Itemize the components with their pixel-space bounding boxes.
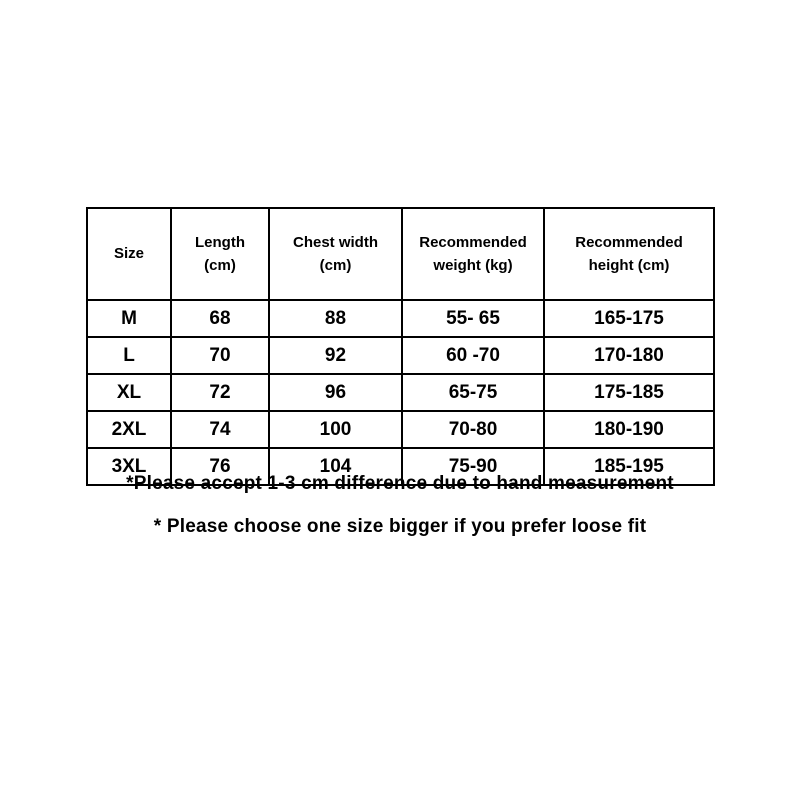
cell-chest-width: 100 [269, 411, 402, 448]
cell-length: 74 [171, 411, 269, 448]
cell-chest-width: 96 [269, 374, 402, 411]
cell-size: 2XL [87, 411, 171, 448]
column-header-recommended-height-line2: height (cm) [588, 257, 670, 274]
column-header-recommended-height-line1: Recommended [575, 233, 683, 251]
cell-length: 76 [171, 448, 269, 485]
cell-length: 72 [171, 374, 269, 411]
cell-chest-width: 104 [269, 448, 402, 485]
cell-recommended-height: 175-185 [544, 374, 714, 411]
cell-recommended-weight: 55- 65 [402, 300, 544, 337]
column-header-size-line1: Size [113, 245, 144, 263]
table-header-row [87, 208, 714, 300]
cell-size: XL [87, 374, 171, 411]
size-chart-table-wrapper [86, 207, 713, 486]
column-header-recommended-weight-line2: weight (kg) [433, 257, 513, 274]
cell-length: 70 [171, 337, 269, 374]
table-row [87, 374, 714, 411]
measurement-difference-note: *Please accept 1-3 cm difference due to hand measurement [126, 473, 674, 494]
cell-recommended-weight: 70-80 [402, 411, 544, 448]
cell-size: 3XL [87, 448, 171, 485]
cell-recommended-height: 185-195 [544, 448, 714, 485]
cell-chest-width: 92 [269, 337, 402, 374]
cell-recommended-height: 180-190 [544, 411, 714, 448]
column-header-chest-width-line1: Chest width [293, 233, 378, 251]
cell-recommended-weight: 60 -70 [402, 337, 544, 374]
cell-length: 68 [171, 300, 269, 337]
column-header-length-line2: (cm) [204, 257, 236, 274]
column-header-recommended-weight-line1: Recommended [419, 233, 527, 251]
table-row [87, 300, 714, 337]
cell-recommended-weight: 75-90 [402, 448, 544, 485]
table-row [87, 337, 714, 374]
cell-recommended-height: 170-180 [544, 337, 714, 374]
cell-size: M [87, 300, 171, 337]
column-header-chest-width-line2: (cm) [319, 257, 352, 274]
column-header-length [171, 208, 269, 300]
cell-chest-width: 88 [269, 300, 402, 337]
table-row [87, 411, 714, 448]
column-header-recommended-weight [402, 208, 544, 300]
column-header-size [87, 208, 171, 300]
cell-size: L [87, 337, 171, 374]
cell-recommended-height: 165-175 [544, 300, 714, 337]
size-chart-table [86, 207, 715, 486]
column-header-chest-width [269, 208, 402, 300]
column-header-length-line1: Length [195, 233, 245, 251]
column-header-recommended-height [544, 208, 714, 300]
loose-fit-note: * Please choose one size bigger if you prefer loose fit [153, 516, 647, 537]
cell-recommended-weight: 65-75 [402, 374, 544, 411]
table-header [87, 208, 714, 300]
table-body [87, 300, 714, 485]
